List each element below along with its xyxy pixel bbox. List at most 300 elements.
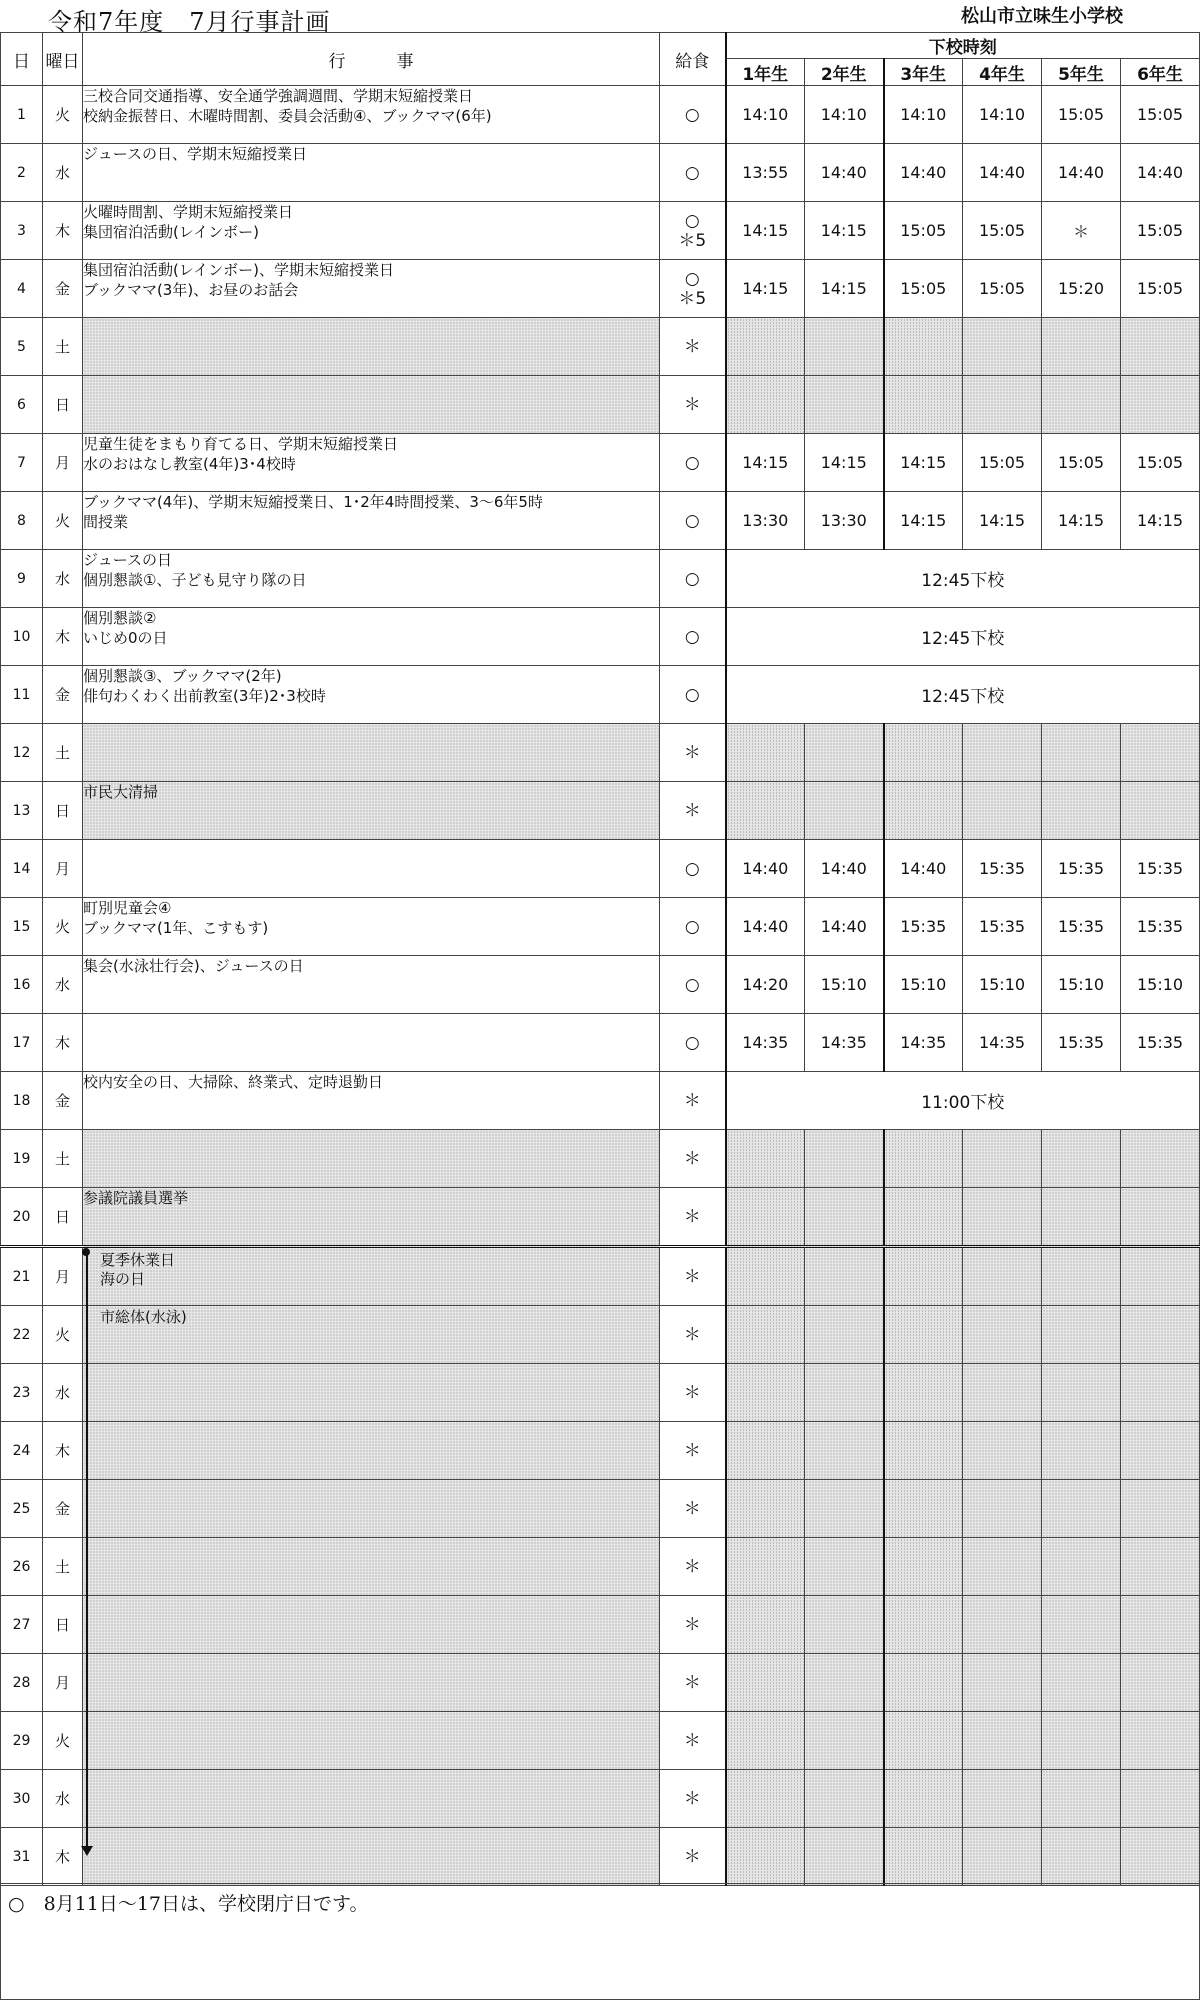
dismissal-time-grade-1: 14:35 bbox=[726, 1014, 805, 1072]
dismissal-time-grade-6: 15:35 bbox=[1121, 840, 1200, 898]
dismissal-time-grade-6: 15:05 bbox=[1121, 260, 1200, 318]
dismissal-time-grade-3 bbox=[884, 376, 963, 434]
dismissal-time-grade-6 bbox=[1121, 1770, 1200, 1828]
meal-mark: ＊ bbox=[683, 800, 701, 821]
day-cell: 5 bbox=[1, 318, 43, 376]
day-cell: 25 bbox=[1, 1480, 43, 1538]
meal-mark: ＊ bbox=[683, 1206, 701, 1227]
dismissal-time-grade-5 bbox=[1042, 1188, 1121, 1247]
meal-cell bbox=[660, 608, 726, 666]
day-cell: 2 bbox=[1, 144, 43, 202]
dismissal-time-grade-3 bbox=[884, 1130, 963, 1188]
grade-header-4: 4年生 bbox=[963, 59, 1042, 86]
weekday-cell: 火 bbox=[43, 1712, 83, 1770]
day-cell: 17 bbox=[1, 1014, 43, 1072]
dismissal-time-grade-1: 14:20 bbox=[726, 956, 805, 1014]
weekday-cell: 日 bbox=[43, 1596, 83, 1654]
meal-mark: ＊ bbox=[683, 1788, 701, 1809]
grade-header-3: 3年生 bbox=[884, 59, 963, 86]
table-row bbox=[1, 1770, 1200, 1828]
dismissal-time-grade-5: 15:05 bbox=[1042, 434, 1121, 492]
event-line: 三校合同交通指導、安全通学強調週間、学期末短縮授業日 bbox=[83, 87, 474, 105]
dismissal-time-grade-6 bbox=[1121, 376, 1200, 434]
dismissal-time-grade-3 bbox=[884, 1480, 963, 1538]
meal-cell bbox=[660, 202, 726, 260]
dismissal-time-grade-2 bbox=[805, 724, 884, 782]
meal-cell bbox=[660, 434, 726, 492]
event-line: 市民大清掃 bbox=[83, 783, 159, 801]
dismissal-header: 下校時刻 bbox=[726, 33, 1200, 59]
dismissal-time-grade-1 bbox=[726, 1538, 805, 1596]
meal-cell bbox=[660, 956, 726, 1014]
meal-mark: ○ bbox=[684, 568, 700, 589]
dismissal-time-grade-2 bbox=[805, 1538, 884, 1596]
events-cell bbox=[83, 1770, 660, 1828]
dismissal-time-grade-6 bbox=[1121, 1480, 1200, 1538]
dismissal-time-grade-3: 14:10 bbox=[884, 86, 963, 144]
meal-mark: ＊ bbox=[683, 742, 701, 763]
dismissal-time-grade-4: 15:10 bbox=[963, 956, 1042, 1014]
meal-mark: ○ bbox=[684, 268, 700, 289]
meal-mark: ＊ bbox=[683, 336, 701, 357]
day-cell: 11 bbox=[1, 666, 43, 724]
table-row bbox=[1, 898, 1200, 956]
meal-cell bbox=[660, 898, 726, 956]
dismissal-time-grade-6: 14:15 bbox=[1121, 492, 1200, 550]
table-row bbox=[1, 434, 1200, 492]
dismissal-time-grade-1 bbox=[726, 1422, 805, 1480]
dismissal-time-grade-1 bbox=[726, 1828, 805, 1886]
dismissal-time-grade-1 bbox=[726, 724, 805, 782]
dismissal-time-grade-1: 14:15 bbox=[726, 434, 805, 492]
events-cell bbox=[83, 86, 660, 144]
event-line: ブックママ(1年、こすもす) bbox=[83, 919, 269, 937]
meal-cell bbox=[660, 1596, 726, 1654]
events-cell bbox=[83, 1422, 660, 1480]
meal-mark: ＊ bbox=[683, 1672, 701, 1693]
table-row bbox=[1, 840, 1200, 898]
dismissal-time-grade-3 bbox=[884, 724, 963, 782]
table-row bbox=[1, 1130, 1200, 1188]
event-line: 町別児童会④ bbox=[83, 899, 172, 917]
meal-cell bbox=[660, 376, 726, 434]
school-name: 松山市立味生小学校 bbox=[961, 6, 1123, 27]
meal-cell bbox=[660, 1072, 726, 1130]
events-cell bbox=[83, 608, 660, 666]
dismissal-time-grade-3 bbox=[884, 782, 963, 840]
events-cell bbox=[83, 318, 660, 376]
dismissal-time-grade-5 bbox=[1042, 1770, 1121, 1828]
dismissal-time-grade-6 bbox=[1121, 1247, 1200, 1306]
day-cell: 8 bbox=[1, 492, 43, 550]
meal-cell bbox=[660, 1364, 726, 1422]
dismissal-time-grade-2 bbox=[805, 1770, 884, 1828]
events-cell bbox=[83, 1072, 660, 1130]
events-cell bbox=[83, 1596, 660, 1654]
event-line: 火曜時間割、学期末短縮授業日 bbox=[83, 203, 294, 221]
meal-cell bbox=[660, 1538, 726, 1596]
day-cell: 23 bbox=[1, 1364, 43, 1422]
weekday-cell: 土 bbox=[43, 318, 83, 376]
dismissal-time-grade-6: 14:40 bbox=[1121, 144, 1200, 202]
day-cell: 14 bbox=[1, 840, 43, 898]
events-cell bbox=[83, 202, 660, 260]
vacation-marine-day-label: 海の日 bbox=[100, 1270, 146, 1288]
dismissal-time-grade-4 bbox=[963, 1712, 1042, 1770]
dismissal-time-grade-4 bbox=[963, 376, 1042, 434]
event-line: 俳句わくわく出前教室(3年)2･3校時 bbox=[83, 687, 326, 705]
dismissal-time-grade-4 bbox=[963, 318, 1042, 376]
event-line: 水のおはなし教室(4年)3･4校時 bbox=[83, 455, 296, 473]
grade-header-5: 5年生 bbox=[1042, 59, 1121, 86]
day-cell: 3 bbox=[1, 202, 43, 260]
dismissal-time-grade-3 bbox=[884, 318, 963, 376]
table-row bbox=[1, 1480, 1200, 1538]
day-cell: 29 bbox=[1, 1712, 43, 1770]
table-row bbox=[1, 1538, 1200, 1596]
dismissal-time-grade-1 bbox=[726, 1130, 805, 1188]
meal-mark: ○ bbox=[684, 452, 700, 473]
event-line: ジュースの日 bbox=[83, 551, 172, 569]
event-line: ブックママ(4年)、学期末短縮授業日、1･2年4時間授業、3～6年5時 bbox=[83, 493, 543, 511]
meal-mark: ○ bbox=[684, 210, 700, 231]
dismissal-time-grade-2 bbox=[805, 1422, 884, 1480]
day-cell: 19 bbox=[1, 1130, 43, 1188]
dismissal-time-grade-2: 14:40 bbox=[805, 144, 884, 202]
dismissal-time-grade-2: 14:40 bbox=[805, 840, 884, 898]
dismissal-time-grade-1: 14:40 bbox=[726, 840, 805, 898]
event-line: いじめ0の日 bbox=[83, 629, 168, 647]
events-cell bbox=[83, 1188, 660, 1247]
meal-mark: ○ bbox=[684, 162, 700, 183]
weekday-cell: 土 bbox=[43, 1130, 83, 1188]
events-cell bbox=[83, 376, 660, 434]
meal-mark: ＊ bbox=[683, 1556, 701, 1577]
dismissal-time-grade-6 bbox=[1121, 782, 1200, 840]
dismissal-time-grade-2: 14:10 bbox=[805, 86, 884, 144]
table-row bbox=[1, 1654, 1200, 1712]
dismissal-time-grade-5 bbox=[1042, 782, 1121, 840]
dismissal-time-grade-2 bbox=[805, 1188, 884, 1247]
meal-mark: ○ bbox=[684, 1032, 700, 1053]
dismissal-time-grade-4: 15:05 bbox=[963, 260, 1042, 318]
meal-cell bbox=[660, 1770, 726, 1828]
dismissal-time-grade-5 bbox=[1042, 1422, 1121, 1480]
events-cell bbox=[83, 840, 660, 898]
events-cell bbox=[83, 666, 660, 724]
meal-mark: ＊ bbox=[683, 394, 701, 415]
meal-mark: ＊ bbox=[683, 1324, 701, 1345]
dismissal-time-grade-1 bbox=[726, 1480, 805, 1538]
dismissal-time-grade-5: 15:35 bbox=[1042, 898, 1121, 956]
weekday-cell: 金 bbox=[43, 666, 83, 724]
day-cell: 4 bbox=[1, 260, 43, 318]
meal-mark: ＊ bbox=[683, 1498, 701, 1519]
dismissal-time-grade-4: 15:35 bbox=[963, 898, 1042, 956]
meal-note: ＊5 bbox=[678, 230, 707, 251]
dismissal-time-grade-6 bbox=[1121, 1306, 1200, 1364]
weekday-cell: 日 bbox=[43, 376, 83, 434]
dismissal-time-grade-1: 14:15 bbox=[726, 260, 805, 318]
meal-cell bbox=[660, 1188, 726, 1247]
table-row bbox=[1, 724, 1200, 782]
meal-cell bbox=[660, 840, 726, 898]
dismissal-time-grade-5: 15:05 bbox=[1042, 86, 1121, 144]
weekday-cell: 水 bbox=[43, 956, 83, 1014]
weekday-cell: 水 bbox=[43, 1364, 83, 1422]
table-row bbox=[1, 376, 1200, 434]
day-cell: 28 bbox=[1, 1654, 43, 1712]
dismissal-time-grade-4 bbox=[963, 1596, 1042, 1654]
dismissal-time-grade-2 bbox=[805, 376, 884, 434]
dismissal-time-grade-4 bbox=[963, 1422, 1042, 1480]
meal-mark: ＊ bbox=[683, 1730, 701, 1751]
dismissal-time-grade-5 bbox=[1042, 1306, 1121, 1364]
table-row bbox=[1, 1072, 1200, 1130]
dismissal-time-grade-2 bbox=[805, 1596, 884, 1654]
dismissal-time-grade-5 bbox=[1042, 1712, 1121, 1770]
weekday-cell: 土 bbox=[43, 724, 83, 782]
meal-cell bbox=[660, 318, 726, 376]
events-cell bbox=[83, 1364, 660, 1422]
dismissal-time-grade-4: 15:05 bbox=[963, 434, 1042, 492]
meal-cell bbox=[660, 550, 726, 608]
day-cell: 18 bbox=[1, 1072, 43, 1130]
vacation-label bbox=[100, 1251, 175, 1289]
events-cell bbox=[83, 1828, 660, 1886]
dismissal-time-grade-6 bbox=[1121, 1596, 1200, 1654]
dismissal-time-grade-1: 14:10 bbox=[726, 86, 805, 144]
dismissal-time-grade-4: 14:10 bbox=[963, 86, 1042, 144]
weekday-cell: 火 bbox=[43, 86, 83, 144]
events-cell bbox=[83, 724, 660, 782]
meal-cell bbox=[660, 1306, 726, 1364]
dismissal-all-grades: 12:45下校 bbox=[726, 666, 1200, 724]
dismissal-time-grade-4: 15:05 bbox=[963, 202, 1042, 260]
table-row bbox=[1, 144, 1200, 202]
weekday-cell: 木 bbox=[43, 1014, 83, 1072]
dismissal-time-grade-4 bbox=[963, 1480, 1042, 1538]
meal-cell bbox=[660, 782, 726, 840]
meal-mark: ＊ bbox=[683, 1266, 701, 1287]
meal-cell bbox=[660, 724, 726, 782]
day-cell: 15 bbox=[1, 898, 43, 956]
meal-cell bbox=[660, 1130, 726, 1188]
dismissal-time-grade-1: 14:15 bbox=[726, 202, 805, 260]
grade-header-2: 2年生 bbox=[805, 59, 884, 86]
meal-cell bbox=[660, 260, 726, 318]
dismissal-time-grade-6 bbox=[1121, 1422, 1200, 1480]
weekday-cell: 水 bbox=[43, 1770, 83, 1828]
dismissal-time-grade-5: 15:20 bbox=[1042, 260, 1121, 318]
day-cell: 1 bbox=[1, 86, 43, 144]
weekday-cell: 金 bbox=[43, 1480, 83, 1538]
events-header: 行 事 bbox=[83, 33, 660, 86]
meal-mark: ＊ bbox=[683, 1440, 701, 1461]
weekday-cell: 木 bbox=[43, 1828, 83, 1886]
table-row bbox=[1, 1364, 1200, 1422]
events-cell bbox=[83, 1654, 660, 1712]
event-line: 個別懇談①、子ども見守り隊の日 bbox=[83, 571, 307, 589]
events-cell bbox=[83, 492, 660, 550]
table-row bbox=[1, 782, 1200, 840]
day-cell: 13 bbox=[1, 782, 43, 840]
dismissal-time-grade-4 bbox=[963, 1247, 1042, 1306]
dismissal-time-grade-5 bbox=[1042, 1480, 1121, 1538]
dismissal-time-grade-1: 13:30 bbox=[726, 492, 805, 550]
dismissal-time-grade-4 bbox=[963, 1188, 1042, 1247]
events-cell bbox=[83, 144, 660, 202]
day-cell: 21 bbox=[1, 1247, 43, 1306]
events-cell bbox=[83, 956, 660, 1014]
day-cell: 20 bbox=[1, 1188, 43, 1247]
dismissal-time-grade-3 bbox=[884, 1188, 963, 1247]
dismissal-time-grade-6: 15:35 bbox=[1121, 1014, 1200, 1072]
meal-mark: ○ bbox=[684, 626, 700, 647]
events-cell bbox=[83, 1014, 660, 1072]
dismissal-time-grade-6 bbox=[1121, 1538, 1200, 1596]
meal-cell bbox=[660, 1422, 726, 1480]
dismissal-time-grade-1 bbox=[726, 376, 805, 434]
weekday-cell: 金 bbox=[43, 1072, 83, 1130]
event-line: 校納金振替日、木曜時間割、委員会活動④、ブックママ(6年) bbox=[83, 107, 492, 125]
schedule-table bbox=[0, 32, 1200, 1886]
dismissal-time-grade-2: 14:15 bbox=[805, 260, 884, 318]
events-cell bbox=[83, 1480, 660, 1538]
dismissal-time-grade-3: 15:05 bbox=[884, 260, 963, 318]
dismissal-time-grade-5 bbox=[1042, 1130, 1121, 1188]
meal-mark: ＊ bbox=[683, 1382, 701, 1403]
dismissal-time-grade-4 bbox=[963, 782, 1042, 840]
day-cell: 24 bbox=[1, 1422, 43, 1480]
dismissal-time-grade-4 bbox=[963, 1306, 1042, 1364]
dismissal-time-grade-6: 15:05 bbox=[1121, 202, 1200, 260]
vacation-end-arrow-icon bbox=[81, 1846, 93, 1856]
dismissal-time-grade-5: 15:10 bbox=[1042, 956, 1121, 1014]
meal-mark: ○ bbox=[684, 916, 700, 937]
dismissal-time-grade-3 bbox=[884, 1654, 963, 1712]
day-cell: 10 bbox=[1, 608, 43, 666]
table-row bbox=[1, 86, 1200, 144]
meal-cell bbox=[660, 144, 726, 202]
dismissal-time-grade-5: 15:35 bbox=[1042, 1014, 1121, 1072]
dismissal-time-grade-2 bbox=[805, 1364, 884, 1422]
weekday-cell: 土 bbox=[43, 1538, 83, 1596]
dismissal-time-grade-3 bbox=[884, 1596, 963, 1654]
dismissal-all-grades: 11:00下校 bbox=[726, 1072, 1200, 1130]
meal-mark: ○ bbox=[684, 684, 700, 705]
meal-cell bbox=[660, 86, 726, 144]
grade-header-6: 6年生 bbox=[1121, 59, 1200, 86]
meal-header: 給食 bbox=[660, 33, 726, 86]
weekday-header: 曜日 bbox=[43, 33, 83, 86]
event-line: 集団宿泊活動(レインボー) bbox=[83, 223, 259, 241]
dismissal-time-grade-6 bbox=[1121, 1364, 1200, 1422]
dismissal-time-grade-1 bbox=[726, 1596, 805, 1654]
table-row bbox=[1, 666, 1200, 724]
dismissal-time-grade-3 bbox=[884, 1306, 963, 1364]
dismissal-time-grade-6 bbox=[1121, 1712, 1200, 1770]
weekday-cell: 日 bbox=[43, 1188, 83, 1247]
vacation-period-line bbox=[86, 1252, 88, 1852]
event-line: 集会(水泳壮行会)、ジュースの日 bbox=[83, 957, 304, 975]
dismissal-time-grade-4 bbox=[963, 724, 1042, 782]
meal-mark: ＊ bbox=[683, 1846, 701, 1867]
meal-mark: ○ bbox=[684, 974, 700, 995]
dismissal-time-grade-5 bbox=[1042, 1828, 1121, 1886]
weekday-cell: 日 bbox=[43, 782, 83, 840]
meal-cell bbox=[660, 1480, 726, 1538]
dismissal-time-grade-2 bbox=[805, 1828, 884, 1886]
event-line: ジュースの日、学期末短縮授業日 bbox=[83, 145, 307, 163]
dismissal-time-grade-2 bbox=[805, 782, 884, 840]
dismissal-time-grade-3 bbox=[884, 1364, 963, 1422]
dismissal-time-grade-3 bbox=[884, 1712, 963, 1770]
day-cell: 30 bbox=[1, 1770, 43, 1828]
meal-cell bbox=[660, 666, 726, 724]
dismissal-time-grade-1 bbox=[726, 1770, 805, 1828]
meal-cell bbox=[660, 1828, 726, 1886]
dismissal-time-grade-4 bbox=[963, 1364, 1042, 1422]
event-line: 集団宿泊活動(レインボー)、学期末短縮授業日 bbox=[83, 261, 394, 279]
events-cell bbox=[83, 782, 660, 840]
dismissal-time-grade-6: 15:35 bbox=[1121, 898, 1200, 956]
dismissal-time-grade-4: 14:35 bbox=[963, 1014, 1042, 1072]
dismissal-time-grade-1 bbox=[726, 1188, 805, 1247]
dismissal-time-grade-1: 13:55 bbox=[726, 144, 805, 202]
vacation-summer-label: 夏季休業日 bbox=[100, 1251, 176, 1269]
dismissal-time-grade-6: 15:05 bbox=[1121, 86, 1200, 144]
meal-cell bbox=[660, 1712, 726, 1770]
meal-mark: ＊ bbox=[683, 1148, 701, 1169]
dismissal-time-grade-6: 15:10 bbox=[1121, 956, 1200, 1014]
dismissal-time-grade-3 bbox=[884, 1422, 963, 1480]
dismissal-time-grade-1 bbox=[726, 318, 805, 376]
weekday-cell: 水 bbox=[43, 550, 83, 608]
day-cell: 9 bbox=[1, 550, 43, 608]
meal-mark: ○ bbox=[684, 510, 700, 531]
dismissal-time-grade-4 bbox=[963, 1130, 1042, 1188]
dismissal-time-grade-1 bbox=[726, 1306, 805, 1364]
dismissal-time-grade-2: 14:35 bbox=[805, 1014, 884, 1072]
dismissal-time-grade-5 bbox=[1042, 1247, 1121, 1306]
dismissal-time-grade-3 bbox=[884, 1538, 963, 1596]
weekday-cell: 火 bbox=[43, 898, 83, 956]
meal-cell bbox=[660, 1014, 726, 1072]
dismissal-time-grade-1 bbox=[726, 1712, 805, 1770]
meal-mark: ○ bbox=[684, 858, 700, 879]
weekday-cell: 火 bbox=[43, 492, 83, 550]
weekday-cell: 月 bbox=[43, 840, 83, 898]
dismissal-time-grade-4 bbox=[963, 1770, 1042, 1828]
dismissal-time-grade-3: 14:40 bbox=[884, 840, 963, 898]
dismissal-time-grade-6 bbox=[1121, 1828, 1200, 1886]
events-cell bbox=[83, 1712, 660, 1770]
dismissal-time-grade-2: 13:30 bbox=[805, 492, 884, 550]
dismissal-time-grade-3: 14:40 bbox=[884, 144, 963, 202]
grade-header-1: 1年生 bbox=[726, 59, 805, 86]
day-header: 日 bbox=[1, 33, 43, 86]
dismissal-time-grade-3: 15:35 bbox=[884, 898, 963, 956]
dismissal-time-grade-5: 14:15 bbox=[1042, 492, 1121, 550]
weekday-cell: 木 bbox=[43, 608, 83, 666]
page-title: 令和7年度 7月行事計画 bbox=[48, 8, 331, 36]
dismissal-time-grade-2 bbox=[805, 1712, 884, 1770]
dismissal-time-grade-4 bbox=[963, 1538, 1042, 1596]
event-line: ブックママ(3年)、お昼のお話会 bbox=[83, 281, 299, 299]
dismissal-time-grade-2 bbox=[805, 1480, 884, 1538]
weekday-cell: 月 bbox=[43, 1247, 83, 1306]
